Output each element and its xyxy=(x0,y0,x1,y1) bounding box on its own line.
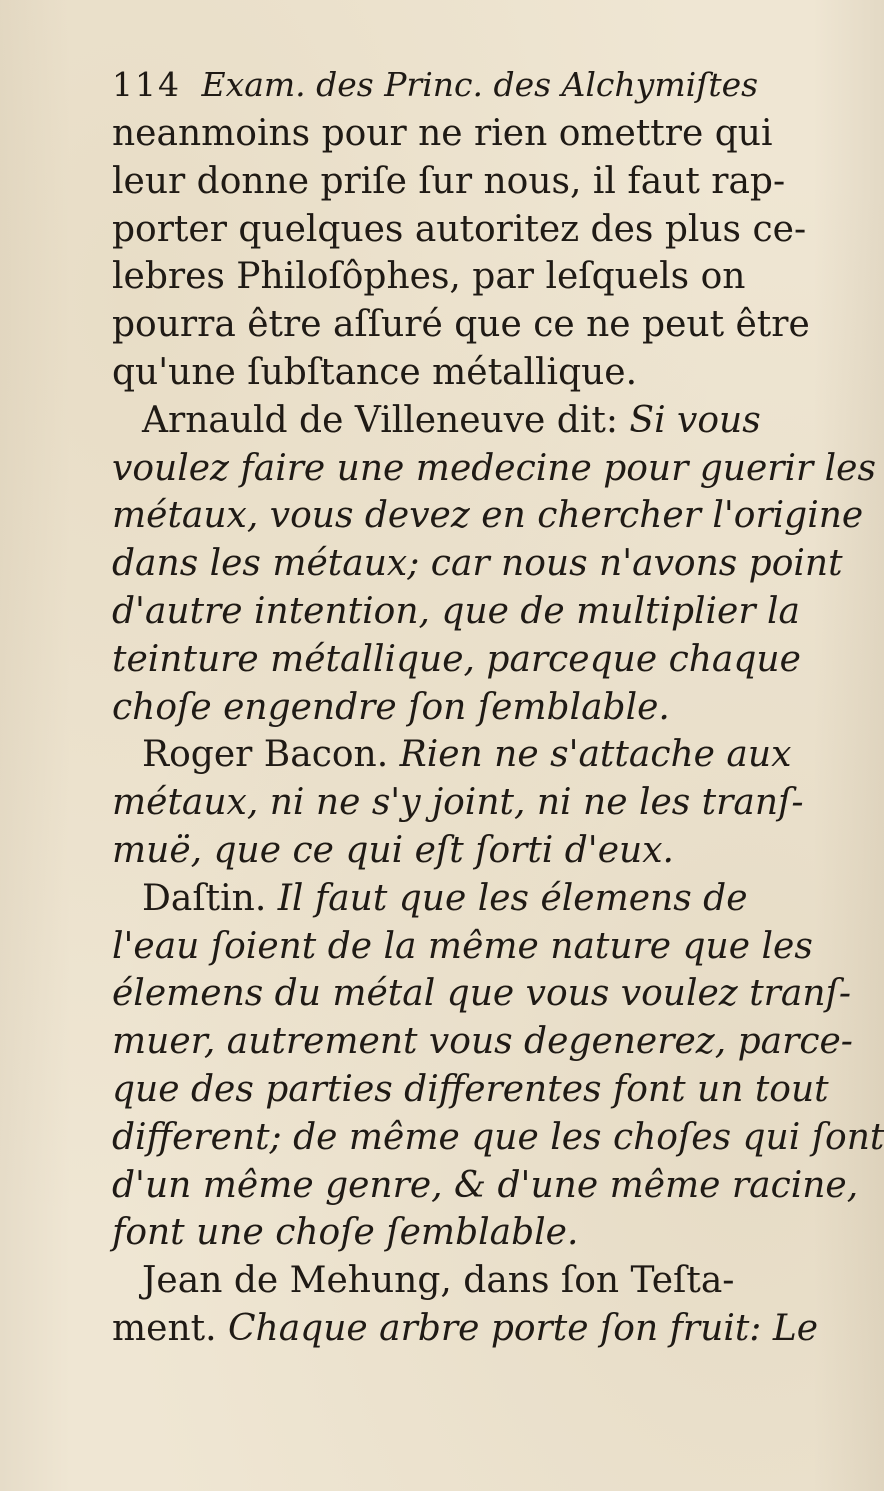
italic-text: métaux, ni ne s'y joint, ni ne les tranſ- xyxy=(112,782,804,824)
text-line xyxy=(112,158,786,206)
text-line xyxy=(112,588,800,636)
running-head xyxy=(112,60,760,110)
text-line xyxy=(112,827,760,875)
text-line xyxy=(112,1209,760,1257)
text-body xyxy=(112,110,884,1353)
text-line xyxy=(112,301,810,349)
text-line xyxy=(112,492,864,540)
text-line xyxy=(112,1257,760,1305)
roman-text: Jean de Mehung, dans ſon Teſta- xyxy=(142,1260,735,1302)
roman-text: leur donne priſe ſur nous, il faut rap- xyxy=(112,160,786,202)
text-line xyxy=(112,445,876,493)
roman-text: Arnauld de Villeneuve dit: xyxy=(142,399,630,441)
italic-text: different; de même que les choſes qui ſont xyxy=(112,1116,884,1158)
italic-text: métaux, vous devez en chercher l'origine xyxy=(112,495,864,537)
italic-text: d'autre intention, que de multiplier la xyxy=(112,590,800,632)
text-line xyxy=(112,397,760,445)
text-line xyxy=(112,684,760,732)
italic-text: Chaque arbre porte ſon fruit: Le xyxy=(227,1307,819,1349)
roman-text: neanmoins pour ne rien omettre qui xyxy=(112,113,773,154)
italic-text: teinture métallique, parceque chaque xyxy=(112,638,801,680)
text-line xyxy=(112,923,813,971)
roman-text: pourra être aſſuré que ce ne peut être xyxy=(112,304,810,346)
text-line xyxy=(112,1018,853,1066)
italic-text: choſe engendre ſon ſemblable. xyxy=(112,686,670,728)
text-line xyxy=(112,1162,859,1210)
page-number: 114 xyxy=(112,65,181,104)
roman-text: Daſtin. xyxy=(142,877,278,919)
italic-text: élemens du métal que vous voulez tranſ- xyxy=(112,973,852,1015)
text-line xyxy=(112,779,804,827)
text-line xyxy=(112,1114,884,1162)
italic-text: que des parties differentes font un tout xyxy=(112,1068,829,1110)
italic-text: Il faut que les élemens de xyxy=(277,877,748,919)
text-line xyxy=(112,731,792,779)
text-line xyxy=(112,1305,819,1353)
roman-text: porter quelques autoritez des plus ce- xyxy=(112,208,807,250)
italic-text: muer, autrement vous degenerez, parce- xyxy=(112,1021,853,1063)
text-line xyxy=(112,349,760,397)
italic-text: dans les métaux; car nous n'avons point xyxy=(112,543,843,585)
text-line xyxy=(112,253,760,301)
italic-text: muë, que ce qui eſt ſorti d'eux. xyxy=(112,829,674,871)
running-title: Exam. des Princ. des Alchymiſtes xyxy=(201,65,759,104)
text-line xyxy=(112,1066,829,1114)
text-line xyxy=(112,970,852,1018)
italic-text: voulez faire une medecine pour guerir les xyxy=(112,447,876,489)
roman-text: lebres Philoſôphes, par leſquels on xyxy=(112,256,746,298)
italic-text: Si vous xyxy=(629,399,761,441)
roman-text: ment. xyxy=(112,1307,228,1349)
text-line xyxy=(112,875,760,923)
text-line xyxy=(112,206,807,254)
text-line xyxy=(112,540,843,588)
italic-text: Rien ne s'attache aux xyxy=(399,734,792,776)
italic-text: d'un même genre, & d'une même racine, xyxy=(112,1164,859,1206)
text-line xyxy=(112,636,801,684)
text-line xyxy=(112,110,773,158)
italic-text: l'eau ſoient de la même nature que les xyxy=(112,925,813,967)
italic-text: font une choſe ſemblable. xyxy=(112,1212,579,1254)
roman-text: qu'une ſubſtance métallique. xyxy=(112,351,638,393)
roman-text: Roger Bacon. xyxy=(142,734,400,776)
